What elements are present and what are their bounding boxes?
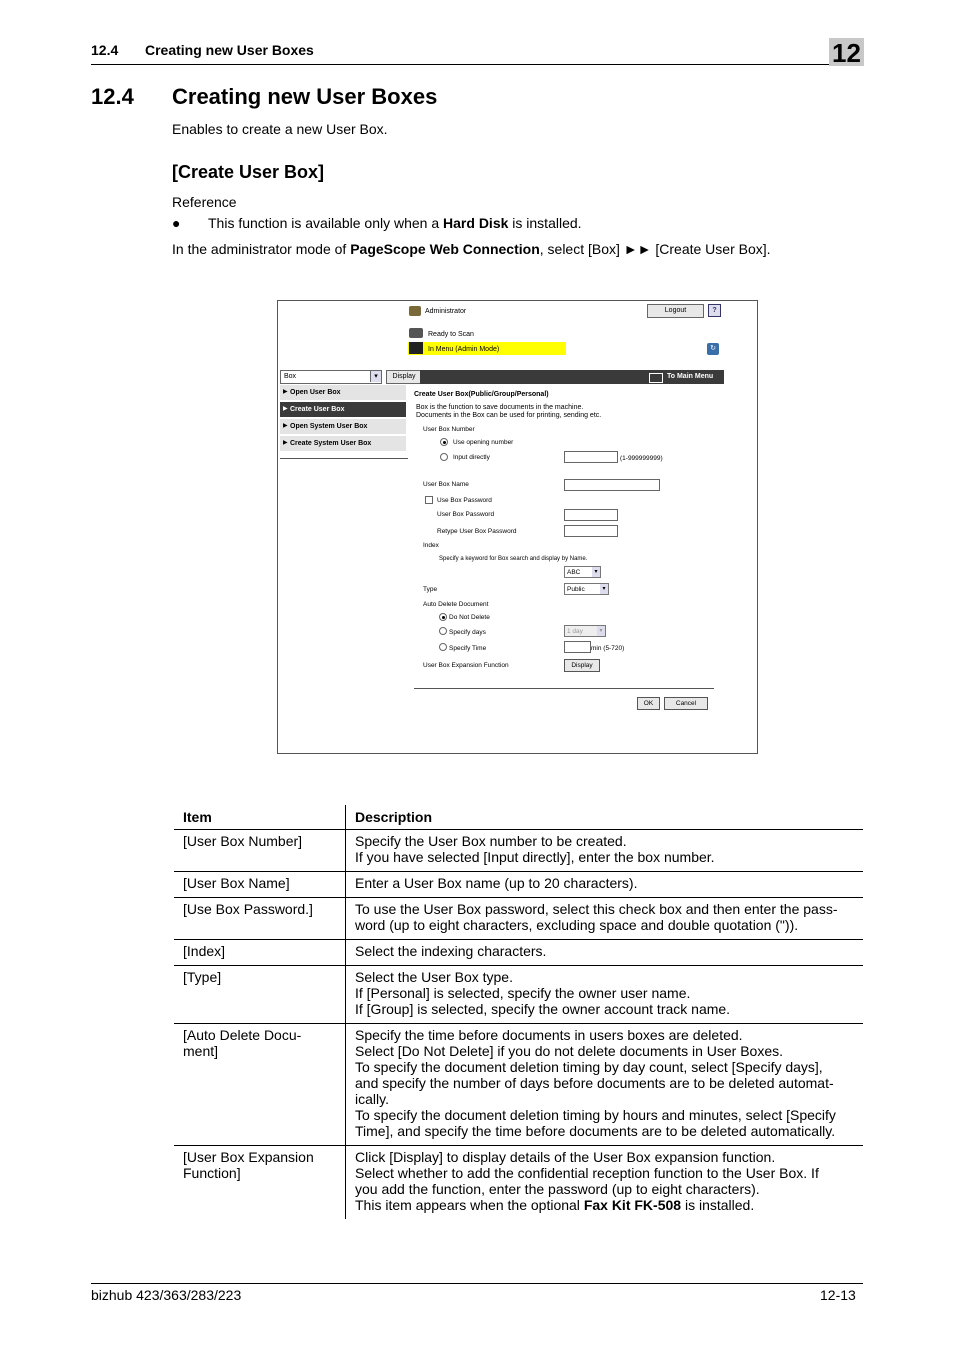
- printer-status-icon: [409, 328, 423, 338]
- description-line: word (up to eight characters, excluding space and double quotation (")).: [355, 917, 799, 933]
- section-title: Creating new User Boxes: [172, 84, 438, 109]
- sidebar-item-label: Create System User Box: [290, 440, 372, 447]
- arrow-right-icon: ▶: [283, 406, 288, 412]
- to-main-menu-link[interactable]: To Main Menu: [667, 373, 714, 380]
- description-line: To use the User Box password, select this check box and then enter the pass-: [355, 901, 838, 917]
- description-line: you add the function, enter the password (up to eight characters).: [355, 1181, 760, 1197]
- description-line: Select whether to add the confidential reception function to the User Box. If: [355, 1165, 819, 1181]
- type-select-value: Public: [567, 586, 585, 593]
- description-line: If [Personal] is selected, specify the owner user name.: [355, 985, 691, 1001]
- table-row: [174, 966, 863, 1024]
- item-cell: [Auto Delete Docu- ment]: [174, 1024, 346, 1146]
- form-title: Create User Box(Public/Group/Personal): [414, 391, 549, 398]
- subsection-title: [Create User Box]: [172, 162, 325, 182]
- description-cell: [346, 940, 864, 966]
- ok-button[interactable]: OK: [637, 697, 660, 710]
- do-not-delete-radio[interactable]: [439, 613, 447, 621]
- category-select-value: Box: [284, 373, 297, 380]
- sidebar-item-label: Open System User Box: [290, 423, 368, 430]
- reference-label: Reference: [172, 194, 237, 210]
- sidebar-item-label: Create User Box: [290, 406, 345, 413]
- arrow-right-icon: ▶: [283, 423, 288, 429]
- description-cell: [346, 830, 864, 872]
- chevron-down-icon[interactable]: ▾: [370, 371, 381, 382]
- description-cell: [346, 966, 864, 1024]
- logout-button[interactable]: Logout: [647, 304, 704, 318]
- section-intro: Enables to create a new User Box.: [172, 121, 388, 137]
- user-box-number-label: User Box Number: [423, 426, 475, 433]
- footer-model: bizhub 423/363/283/223: [91, 1287, 242, 1303]
- specify-time-label: Specify Time: [449, 645, 487, 652]
- table-row: [174, 940, 863, 966]
- instr-pre: In the administrator mode of: [172, 241, 351, 257]
- description-cell: [346, 1146, 864, 1220]
- use-box-password-label: Use Box Password: [437, 497, 492, 504]
- chevron-down-icon: ▾: [597, 626, 605, 636]
- description-line: Select the indexing characters.: [355, 943, 547, 959]
- arrow-right-icon: ▶: [283, 389, 288, 395]
- type-select[interactable]: [564, 583, 609, 595]
- index-select-value: ABC: [567, 569, 581, 576]
- use-box-password-checkbox[interactable]: [425, 496, 433, 504]
- header-rule: [91, 64, 863, 65]
- description-text-bold: Fax Kit FK-508: [583, 1197, 682, 1213]
- item-cell: [Index]: [174, 940, 346, 966]
- description-line: If [Group] is selected, specify the owner account track name.: [355, 1001, 731, 1017]
- chapter-number-badge: 12: [829, 38, 864, 66]
- item-cell: [User Box Name]: [174, 872, 346, 898]
- administrator-label: Administrator: [425, 308, 467, 315]
- column-header: Description: [346, 805, 864, 830]
- bullet-text-pre: This function is available only when a: [208, 215, 444, 231]
- chevron-down-icon: ▾: [600, 584, 608, 594]
- user-box-password-input[interactable]: [564, 509, 618, 521]
- table-row: [174, 1146, 863, 1220]
- index-hint: Specify a keyword for Box search and display by Name.: [439, 556, 588, 562]
- bullet-text-post: is installed.: [508, 215, 582, 231]
- specify-time-radio[interactable]: [439, 643, 447, 651]
- box-number-range: (1-999999999): [620, 455, 663, 462]
- expansion-function-label: User Box Expansion Function: [423, 662, 509, 669]
- form-description: Box is the function to save documents in the machine.: [416, 404, 584, 411]
- sidebar-item-create-user-box[interactable]: [280, 402, 406, 418]
- use-opening-number-radio[interactable]: [440, 438, 448, 446]
- minutes-range: min (5-720): [591, 645, 625, 652]
- table-row: [174, 898, 863, 940]
- description-line: and specify the number of days before documents are to be deleted automat-: [355, 1075, 834, 1091]
- section-number: 12.4: [91, 84, 134, 109]
- use-opening-number-label: Use opening number: [453, 439, 514, 446]
- running-header-section-number: 12.4: [91, 42, 119, 58]
- auto-delete-label: Auto Delete Document: [423, 601, 489, 608]
- menu-mode-icon: [409, 342, 423, 354]
- days-select-value: 1 day: [567, 628, 583, 635]
- description-line: To specify the document deletion timing by hours and minutes, select [Specify: [355, 1107, 836, 1123]
- description-line: Enter a User Box name (up to 20 characters).: [355, 875, 638, 891]
- arrow-right-icon: ▶: [283, 440, 288, 446]
- days-select[interactable]: [564, 625, 606, 637]
- description-line: Time], and specify the time before documents are to be deleted automatically.: [355, 1123, 836, 1139]
- retype-password-label: Retype User Box Password: [437, 528, 517, 535]
- description-line: To specify the document deletion timing by day count, select [Specify days],: [355, 1059, 823, 1075]
- sidebar-item-open-system-user-box[interactable]: [280, 419, 406, 435]
- cancel-button[interactable]: Cancel: [664, 697, 708, 710]
- input-directly-label: Input directly: [453, 454, 490, 461]
- settings-table: [174, 805, 863, 1219]
- form-divider: [414, 688, 714, 689]
- user-box-name-input[interactable]: [564, 479, 660, 491]
- navigation-instruction: [172, 241, 771, 257]
- display-button[interactable]: Display: [386, 370, 422, 384]
- item-cell: [User Box Number]: [174, 830, 346, 872]
- description-line: If you have selected [Input directly], enter the box number.: [355, 849, 715, 865]
- specify-days-label: Specify days: [449, 629, 486, 636]
- item-cell: [Use Box Password.]: [174, 898, 346, 940]
- machine-status: Ready to Scan: [428, 331, 474, 338]
- box-number-input[interactable]: [564, 451, 618, 463]
- reference-bullet-text: [208, 215, 582, 231]
- bullet-text-bold: Hard Disk: [443, 215, 509, 231]
- description-line: Click [Display] to display details of the User Box expansion function.: [355, 1149, 776, 1165]
- footer-page-number: 12-13: [820, 1287, 856, 1303]
- description-line: ically.: [355, 1091, 389, 1107]
- user-box-password-label: User Box Password: [437, 511, 495, 518]
- running-header-title: Creating new User Boxes: [145, 42, 314, 58]
- type-label: Type: [423, 586, 438, 593]
- instr-bold: PageScope Web Connection: [350, 241, 540, 257]
- do-not-delete-label: Do Not Delete: [449, 614, 490, 621]
- description-cell: [346, 872, 864, 898]
- bullet-marker: ●: [172, 215, 181, 231]
- index-select[interactable]: [564, 566, 601, 578]
- table-row: [174, 1024, 863, 1146]
- administrator-icon: [409, 306, 421, 316]
- description-line: [355, 1197, 854, 1213]
- index-label: Index: [423, 542, 439, 549]
- description-text-pre: This item appears when the optional: [355, 1197, 584, 1213]
- description-cell: [346, 1024, 864, 1146]
- description-line: Select the User Box type.: [355, 969, 513, 985]
- item-cell: [Type]: [174, 966, 346, 1024]
- expansion-display-button[interactable]: Display: [564, 659, 600, 672]
- menu-status-text: In Menu (Admin Mode): [428, 346, 500, 353]
- refresh-icon[interactable]: ↻: [707, 343, 719, 355]
- table-row: [174, 872, 863, 898]
- description-line: Specify the time before documents in users boxes are deleted.: [355, 1027, 743, 1043]
- description-cell: [346, 898, 864, 940]
- description-text-post: is installed.: [681, 1197, 755, 1213]
- chevron-down-icon: ▾: [592, 567, 600, 577]
- description-line: Select [Do Not Delete] if you do not delete documents in User Boxes.: [355, 1043, 784, 1059]
- sidebar-item-open-user-box[interactable]: [280, 385, 406, 401]
- table-row: [174, 830, 863, 872]
- sidebar-divider: [280, 458, 408, 459]
- instr-post: , select [Box] ►► [Create User Box].: [539, 241, 771, 257]
- sidebar-item-create-system-user-box[interactable]: [280, 436, 406, 452]
- main-menu-icon[interactable]: [649, 373, 663, 383]
- form-description: Documents in the Box can be used for printing, sending etc.: [416, 412, 602, 419]
- retype-password-input[interactable]: [564, 525, 618, 537]
- web-connection-screenshot: [277, 300, 758, 754]
- specify-days-radio[interactable]: [439, 627, 447, 635]
- table-header-row: [174, 805, 863, 830]
- help-icon[interactable]: ?: [708, 304, 721, 317]
- sidebar-item-label: Open User Box: [290, 389, 341, 396]
- footer-rule: [91, 1283, 863, 1284]
- column-header: Item: [174, 805, 346, 830]
- item-cell: [User Box Expansion Function]: [174, 1146, 346, 1220]
- description-line: Specify the User Box number to be created.: [355, 833, 627, 849]
- user-box-name-label: User Box Name: [423, 481, 469, 488]
- input-directly-radio[interactable]: [440, 453, 448, 461]
- minutes-input[interactable]: [564, 641, 591, 653]
